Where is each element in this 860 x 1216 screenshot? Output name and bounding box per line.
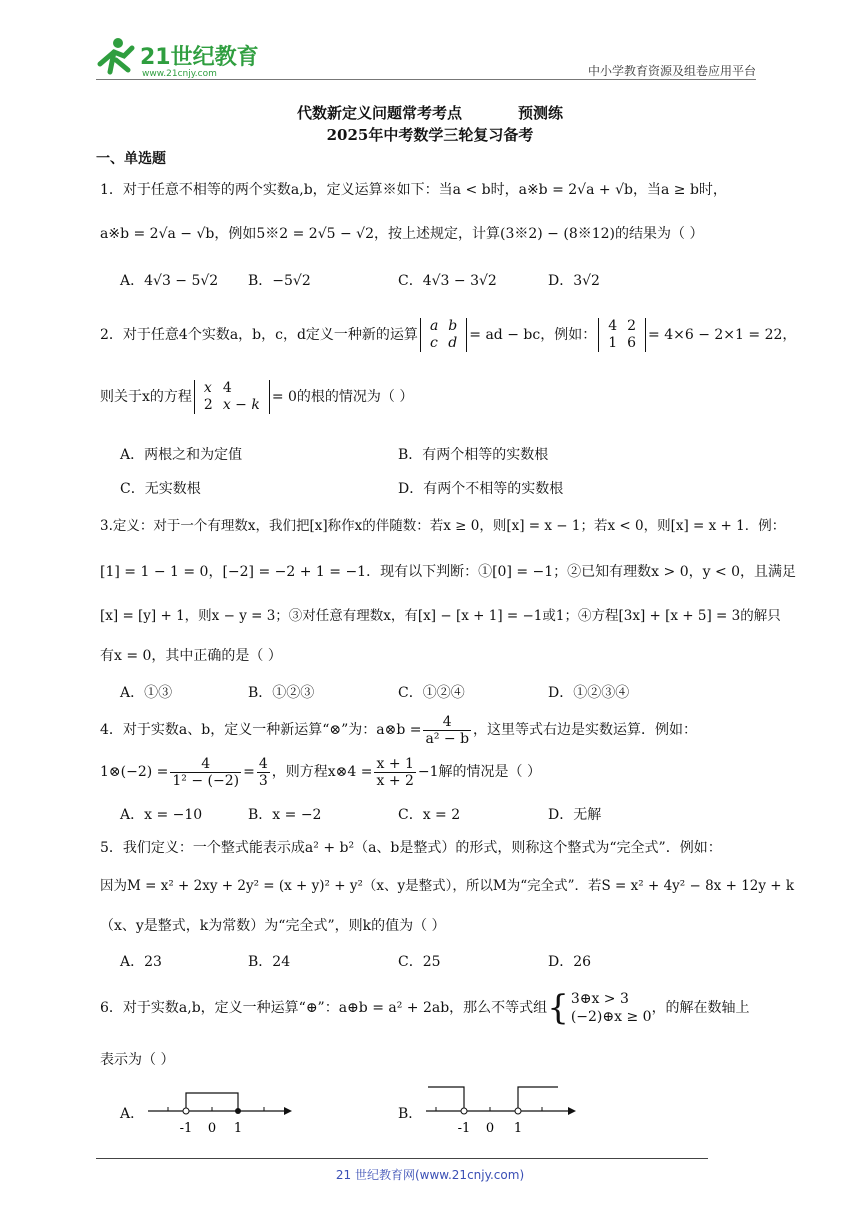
q3-option-c[interactable]: C．①②④ — [398, 685, 465, 701]
q3-stem-line-1: 3.定义：对于一个有理数x，我们把[x]称作x的伴随数：若x ≥ 0，则[x] = x − 1；若x < 0，则[x] = x + 1．例： — [100, 518, 786, 534]
tick-label: 0 — [485, 1121, 495, 1136]
page-title-line-1: 代数新定义问题常考考点 预测练 — [296, 104, 564, 122]
q3-option-a[interactable]: A．①③ — [120, 685, 173, 701]
q6-inequality-system: 3⊕x > 3 (−2)⊕x ≥ 0 — [570, 991, 652, 1025]
tick-label: 0 — [207, 1121, 217, 1136]
q5-stem-line-3: （x、y是整式，k为常数）为“完全式”，则k的值为（ ） — [100, 918, 446, 934]
header-rule — [96, 79, 756, 80]
q2-option-a[interactable]: A．两根之和为定值 — [120, 447, 243, 463]
q4-stem-line-1: 4．对于实数a、b，定义一种新运算“⊗”为：a⊗b = $\frac{4}{\text{a² − b}}$ ，这里等式右边是实数运算．例如： — [100, 713, 698, 747]
q4-fraction-equation: $\frac{x + 1}{x + 2}$ — [376, 755, 414, 789]
q1-option-b[interactable]: B．−5√2 — [248, 273, 311, 289]
q5-option-a[interactable]: A．23 — [120, 954, 162, 970]
q4-fraction-definition: $\frac{4}{\text{a² − b}}$ — [425, 713, 470, 747]
q6-option-b-number-line — [422, 1080, 582, 1140]
q2-matrix-equation: x 4 2 x − k — [194, 380, 270, 414]
q6-system-brace: { — [547, 988, 569, 1028]
q3-option-d[interactable]: D．①②③④ — [548, 685, 630, 701]
q2-matrix-example: 4 2 1 6 — [598, 318, 646, 352]
q5-stem-line-1: 5．我们定义：一个整式能表示成a² + b²（a、b是整式）的形式，则称这个整式为“完全式”．例如： — [100, 840, 722, 856]
q3-stem-line-3: [x] = [y] + 1，则x − y = 3；③对任意有理数x，有[x] − [x + 1] = −1或1；④方程[3x] + [x + 5] = 3的解只 — [100, 608, 781, 624]
q2-stem-line-1: 2．对于任意4个实数a，b，c，d定义一种新的运算 a b c d = ad − bc，例如： 4 2 1 6 = 4×6 − 2×1 = 22， — [100, 318, 797, 351]
q4-fraction-result: $\frac{4}{3}$ — [258, 755, 268, 789]
footer-link[interactable]: 21 世纪教育网(www.21cnjy.com) — [335, 1168, 525, 1182]
tick-label: -1 — [179, 1121, 193, 1136]
q2-stem-line-2: 则关于x的方程 x 4 2 x − k = 0的根的情况为（ ） — [100, 380, 414, 413]
q1-option-d[interactable]: D．3√2 — [548, 273, 600, 289]
q5-option-b[interactable]: B．24 — [248, 954, 291, 970]
q6-stem-line-1: 6．对于实数a,b，定义一种运算“⊕”：a⊕b = a² + 2ab，那么不等式组{ 3⊕x > 3 (−2)⊕x ≥ 0 ，的解在数轴上 — [100, 988, 750, 1028]
q6-option-a-number-line — [146, 1084, 296, 1140]
q1-stem-line-1: 1．对于任意不相等的两个实数a,b，定义运算※如下：当a < b时，a※b = 2√a + √b，当a ≥ b时， — [100, 182, 727, 198]
logo-runner-icon — [96, 34, 266, 80]
q3-stem-line-2: [1] = 1 − 1 = 0，[−2] = −2 + 1 = −1．现有以下判断：①[0] = −1；②已知有理数x > 0，y < 0，且满足 — [100, 564, 797, 580]
page-title-line-2: 2025年中考数学三轮复习备考 — [326, 126, 534, 144]
q4-option-c[interactable]: C．x = 2 — [398, 807, 461, 823]
q1-stem-line-2: a※b = 2√a − √b，例如5※2 = 2√5 − √2，按上述规定，计算(3※2) − (8※12)的结果为（ ） — [100, 226, 704, 242]
svg-text:www.21cnjy.com: www.21cnjy.com — [142, 69, 217, 79]
q4-stem-line-2: 1⊗(−2) = $\frac{4}{\text{1² − (−2)}}$ = $\frac{4}{3}$ ，则方程x⊗4 = $\frac{x + 1}{x + 2}$ −1解的情况是（ ） — [100, 755, 542, 789]
q3-option-b[interactable]: B．①②③ — [248, 685, 315, 701]
q2-option-c[interactable]: C．无实数根 — [120, 481, 201, 497]
tick-label: 1 — [233, 1121, 243, 1136]
q2-option-b[interactable]: B．有两个相等的实数根 — [398, 447, 549, 463]
tick-label: -1 — [457, 1121, 471, 1136]
q1-option-a[interactable]: A．4√3 − 5√2 — [120, 273, 219, 289]
q5-option-c[interactable]: C．25 — [398, 954, 441, 970]
q4-option-b[interactable]: B．x = −2 — [248, 807, 322, 823]
svg-text:21世纪教育: 21世纪教育 — [140, 45, 259, 70]
q6-option-b[interactable]: B． — [398, 1106, 423, 1122]
q2-option-d[interactable]: D．有两个不相等的实数根 — [398, 481, 564, 497]
section-heading: 一、单选题 — [96, 151, 166, 167]
q6-option-a[interactable]: A． — [120, 1106, 145, 1122]
site-tag: 中小学教育资源及组卷应用平台 — [587, 64, 756, 78]
q4-fraction-example: $\frac{4}{\text{1² − (−2)}}$ — [172, 755, 240, 789]
q4-option-d[interactable]: D．无解 — [548, 807, 602, 823]
q4-option-a[interactable]: A．x = −10 — [120, 807, 203, 823]
footer-rule — [96, 1158, 708, 1159]
q6-stem-line-2: 表示为（ ） — [100, 1052, 175, 1068]
q1-option-c[interactable]: C．4√3 − 3√2 — [398, 273, 497, 289]
q2-matrix-abcd: a b c d — [420, 318, 467, 352]
logo — [96, 34, 266, 80]
tick-label: 1 — [513, 1121, 523, 1136]
q3-stem-line-4: 有x = 0，其中正确的是（ ） — [100, 648, 282, 664]
q5-stem-line-2: 因为M = x² + 2xy + 2y² = (x + y)² + y²（x、y是整式），所以M为“完全式”．若S = x² + 4y² − 8x + 12y + k — [100, 878, 795, 894]
q5-option-d[interactable]: D．26 — [548, 954, 592, 970]
